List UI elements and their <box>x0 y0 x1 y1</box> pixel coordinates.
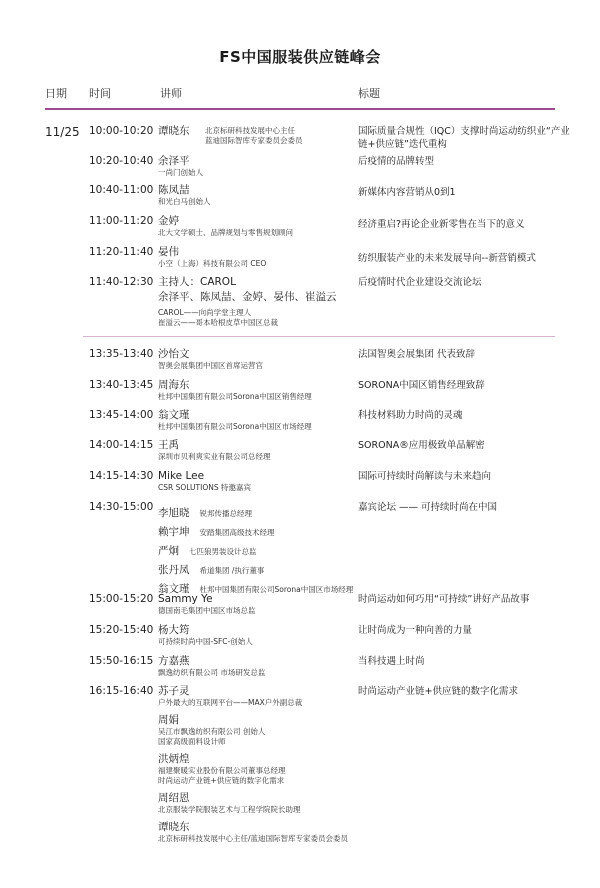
column-header-topic: 标题 <box>358 87 380 100</box>
speaker-affiliation: 户外最大的互联网平台——MAX户外副总裁 <box>158 698 303 707</box>
column-header-time: 时间 <box>89 87 111 100</box>
time-slot: 11:20-11:40 <box>89 246 154 258</box>
speaker <box>158 184 358 207</box>
speaker-affiliation: 一尚门创始人 <box>158 168 203 177</box>
speaker <box>158 655 358 678</box>
speaker-affiliation: 和光白马创始人 <box>158 197 211 206</box>
talk-title: 时尚运动如何巧用“可持续”讲好产品故事 <box>358 594 530 605</box>
talk-title: 让时尚成为一种向善的力量 <box>358 625 473 636</box>
panel-speakers <box>158 501 418 596</box>
speaker-affiliation: 可持续时尚中国-SFC-创始人 <box>158 637 253 646</box>
panelist: 翁文瑾 杜邦中国集团有限公司Sorona中国区市场经理 <box>158 583 354 595</box>
speaker-affiliation: CSR SOLUTIONS 特邀嘉宾 <box>158 483 252 492</box>
speaker-name: 杨大筠 <box>158 624 190 636</box>
header-divider <box>45 108 555 110</box>
speaker-affiliation: 福建聚暖实业股份有限公司董事总经理 <box>158 766 286 775</box>
speaker-affiliation: 吴江市飘逸纺织有限公司 创始人 <box>158 727 266 736</box>
talk-title: 新媒体内容营销从0到1 <box>358 187 456 198</box>
speaker-affiliation: 崔溢云——哥本哈根皮草中国区总裁 <box>158 318 278 327</box>
speaker-affiliation: 智奥会展集团中国区首席运营官 <box>158 361 263 370</box>
time-slot: 11:00-11:20 <box>89 215 154 227</box>
speaker-affiliation: 小空（上海）科技有限公司 CEO <box>158 259 267 268</box>
time-slot: 15:50-16:15 <box>89 655 154 667</box>
speaker <box>158 246 358 269</box>
speaker-name: 余泽平 <box>158 155 190 167</box>
speaker-name: 王禹 <box>158 439 179 451</box>
speaker-affiliation: CAROL——向尚学堂主理人 <box>158 308 252 317</box>
time-slot: 14:30-15:00 <box>89 501 154 513</box>
talk-title: 国际质量合规性（IQC）支撑时尚运动纺织业“产业链+供应链”迭代重构 <box>358 126 570 150</box>
panelist: 张丹凤 希道集团 /执行董事 <box>158 564 265 576</box>
session-divider <box>83 336 555 337</box>
speaker-affiliation: 德国南毛集团中国区市场总监 <box>158 606 256 615</box>
time-slot: 14:00-14:15 <box>89 439 154 451</box>
time-slot: 13:35-13:40 <box>89 348 154 360</box>
time-slot: 13:40-13:45 <box>89 379 154 391</box>
speaker-affiliation: 北京标研科技发展中心主任 蓝迪国际智库专家委员会委员 <box>205 126 303 145</box>
talk-title: SORONA中国区销售经理致辞 <box>358 380 485 391</box>
speaker <box>158 348 358 371</box>
panelist: 李旭晓 锐邦传播总经理 <box>158 507 252 519</box>
speaker <box>158 155 358 178</box>
speaker <box>158 215 358 238</box>
talk-title: 法国智奥会展集团 代表致辞 <box>358 349 476 360</box>
speaker <box>158 593 358 616</box>
speaker <box>158 439 358 462</box>
speaker-name: 方嘉燕 <box>158 655 190 667</box>
talk-title: 后疫情的品牌转型 <box>358 156 435 167</box>
panelist: 赖宇坤 安踏集团高级技术经理 <box>158 526 275 538</box>
speaker-affiliation: 杜邦中国集团有限公司Sorona中国区市场经理 <box>158 422 312 431</box>
speaker <box>158 470 358 493</box>
talk-title: 纺织服装产业的未来发展导向--新营销模式 <box>358 253 536 264</box>
speaker-name: 洪炳煌 <box>158 753 190 765</box>
time-slot: 11:40-12:30 <box>89 276 154 288</box>
talk-title: 当科技遇上时尚 <box>358 656 425 667</box>
column-header-date: 日期 <box>45 87 67 100</box>
column-header-speaker: 讲师 <box>160 87 182 100</box>
speaker <box>158 624 358 647</box>
speaker-name: 翁文瑾 <box>158 409 190 421</box>
speaker-name: 谭晓东 <box>158 125 190 137</box>
time-slot: 15:00-15:20 <box>89 593 154 605</box>
time-slot: 15:20-15:40 <box>89 624 154 636</box>
speaker-name: 苏子灵 <box>158 685 190 697</box>
speaker-name: Mike Lee <box>158 470 205 482</box>
time-slot: 14:15-14:30 <box>89 470 154 482</box>
speaker-name: 金婷 <box>158 215 179 227</box>
time-slot: 13:45-14:00 <box>89 409 154 421</box>
speaker <box>158 379 358 402</box>
time-slot: 10:00-10:20 <box>89 125 154 137</box>
speaker <box>158 685 438 844</box>
time-slot: 10:40-11:00 <box>89 184 154 196</box>
speaker-name: Sammy Ye <box>158 593 213 605</box>
speaker-name: 周绍恩 <box>158 792 190 804</box>
panelist: 严炯 七匹狼男装设计总监 <box>158 545 257 557</box>
speaker-affiliation: 飘逸纺织有限公司 市场研发总监 <box>158 668 266 677</box>
date-label: 11/25 <box>45 125 80 139</box>
speaker-affiliation: 杜邦中国集团有限公司Sorona中国区销售经理 <box>158 392 312 401</box>
page-title: FS中国服装供应链峰会 <box>219 48 381 66</box>
talk-title: 后疫情时代企业建设交流论坛 <box>358 277 482 288</box>
speaker-name: 周海东 <box>158 379 190 391</box>
speaker-name: 陈凤喆 <box>158 184 190 196</box>
speaker-affiliation: 北京标研科技发展中心主任/蓝迪国际智库专家委员会委员 <box>158 834 349 843</box>
speaker-name: 晏伟 <box>158 246 179 258</box>
time-slot: 10:20-10:40 <box>89 155 154 167</box>
talk-title: SORONA®应用极致单品解密 <box>358 440 485 451</box>
speaker <box>158 276 358 328</box>
panel-speakers: 余泽平、陈凤喆、金婷、晏伟、崔溢云 <box>158 291 337 303</box>
speaker <box>158 409 358 432</box>
talk-title: 国际可持续时尚解读与未来趋向 <box>358 471 492 482</box>
talk-title: 科技材料助力时尚的灵魂 <box>358 410 463 421</box>
speaker-affiliation: 深圳市贝利爽实业有限公司总经理 <box>158 452 271 461</box>
talk-title: 经济重启?再论企业新零售在当下的意义 <box>358 219 525 230</box>
speaker-affiliation: 时尚运动产业链+供应链的数字化需求 <box>158 776 285 785</box>
talk-title: 嘉宾论坛 —— 可持续时尚在中国 <box>358 502 498 513</box>
speaker-name: 沙怡文 <box>158 348 190 360</box>
speaker-affiliation: 北京服装学院服装艺术与工程学院院长助理 <box>158 805 301 814</box>
speaker-affiliation: 北大文学硕士、品牌规划与零售规划顾问 <box>158 228 293 237</box>
speaker-affiliation: 国家高级面料设计师 <box>158 737 226 746</box>
speaker-name: 谭晓东 <box>158 821 190 833</box>
host-name: 主持人：CAROL <box>158 276 236 288</box>
time-slot: 16:15-16:40 <box>89 685 154 697</box>
speaker-name: 周娟 <box>158 714 179 726</box>
talk-title: 时尚运动产业链+供应链的数字化需求 <box>358 686 518 697</box>
